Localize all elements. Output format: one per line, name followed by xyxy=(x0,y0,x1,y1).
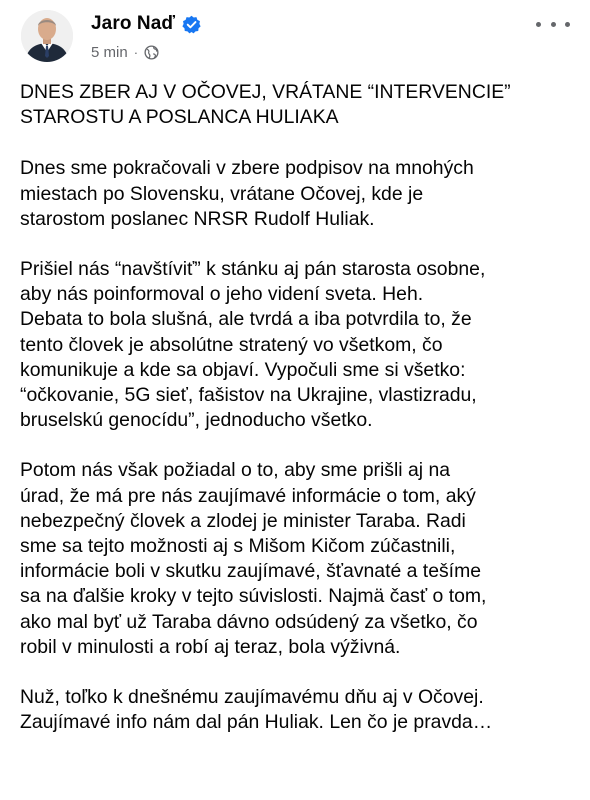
text-line: miestach po Slovensku, vrátane Očovej, kde je xyxy=(20,182,424,205)
post-header xyxy=(0,0,590,74)
text-line: tento človek je absolútne stratený vo všetkom, čo xyxy=(20,333,443,356)
text-line: robil v minulosti a robí aj teraz, bola výživná. xyxy=(20,635,401,658)
text-line: sa na ďalšie kroky v tejto súvislosti. Najmä časť o tom, xyxy=(20,585,487,608)
author-name[interactable]: Jaro Naď xyxy=(91,13,176,34)
text-line: komunikuje a kde sa objaví. Vypočuli sme si všetko: xyxy=(20,358,466,381)
post-timestamp[interactable]: 5 min xyxy=(91,43,128,61)
text-line: nebezpečný človek a zlodej je minister Taraba. Radi xyxy=(20,509,466,532)
text-line: ako mal byť už Taraba dávno odsúdený za všetko, čo xyxy=(20,610,478,633)
avatar-photo xyxy=(21,10,73,62)
author-avatar[interactable] xyxy=(21,10,73,62)
text-line: “očkovanie, 5G sieť, fašistov na Ukrajine, vlastizradu, xyxy=(20,384,477,407)
text-line: bruselskú genocídu”, jednoducho všetko. xyxy=(20,409,373,432)
text-line: Potom nás však požiadal o to, aby sme prišli aj na xyxy=(20,459,451,482)
post-paragraph xyxy=(20,458,580,660)
post-headline xyxy=(20,80,580,130)
text-line: Dnes sme pokračovali v zbere podpisov na mnohých xyxy=(20,157,474,180)
more-dot xyxy=(551,22,556,27)
text-line: starostom poslanec NRSR Rudolf Huliak. xyxy=(20,207,375,230)
more-options-icon[interactable] xyxy=(536,14,570,34)
text-line: STAROSTU A POSLANCA HULIAKA xyxy=(20,106,339,129)
meta-separator: · xyxy=(133,44,139,60)
author-row xyxy=(91,11,201,37)
text-line: Prišiel nás “navštíviť” k stánku aj pán starosta osobne, xyxy=(20,258,486,281)
post-paragraph xyxy=(20,156,580,232)
text-line: DNES ZBER AJ V OČOVEJ, VRÁTANE “INTERVENCIE” xyxy=(20,81,511,103)
post-paragraph xyxy=(20,257,580,433)
post-meta xyxy=(91,42,159,62)
more-dot xyxy=(565,22,570,27)
verified-badge-icon xyxy=(182,15,201,34)
text-line[interactable]: Zaujímavé info nám dal pán Huliak. Len čo je pravda… xyxy=(20,711,493,734)
text-line: aby nás poinformoval o jeho videní sveta. Heh. xyxy=(20,283,424,306)
globe-icon[interactable] xyxy=(144,45,159,60)
text-line: Nuž, toľko k dnešnému zaujímavému dňu aj v Očovej. xyxy=(20,686,484,709)
more-dot xyxy=(536,22,541,27)
post-text xyxy=(20,80,580,760)
text-line: Debata to bola slušná, ale tvrdá a iba potvrdila to, že xyxy=(20,308,472,331)
text-line: informácie boli v skutku zaujímavé, šťavnaté a tešíme xyxy=(20,560,482,583)
post-paragraph xyxy=(20,685,580,735)
text-line: sme sa tejto možnosti aj s Mišom Kičom zúčastnili, xyxy=(20,535,456,558)
text-line: úrad, že má pre nás zaujímavé informácie o tom, aký xyxy=(20,484,476,507)
